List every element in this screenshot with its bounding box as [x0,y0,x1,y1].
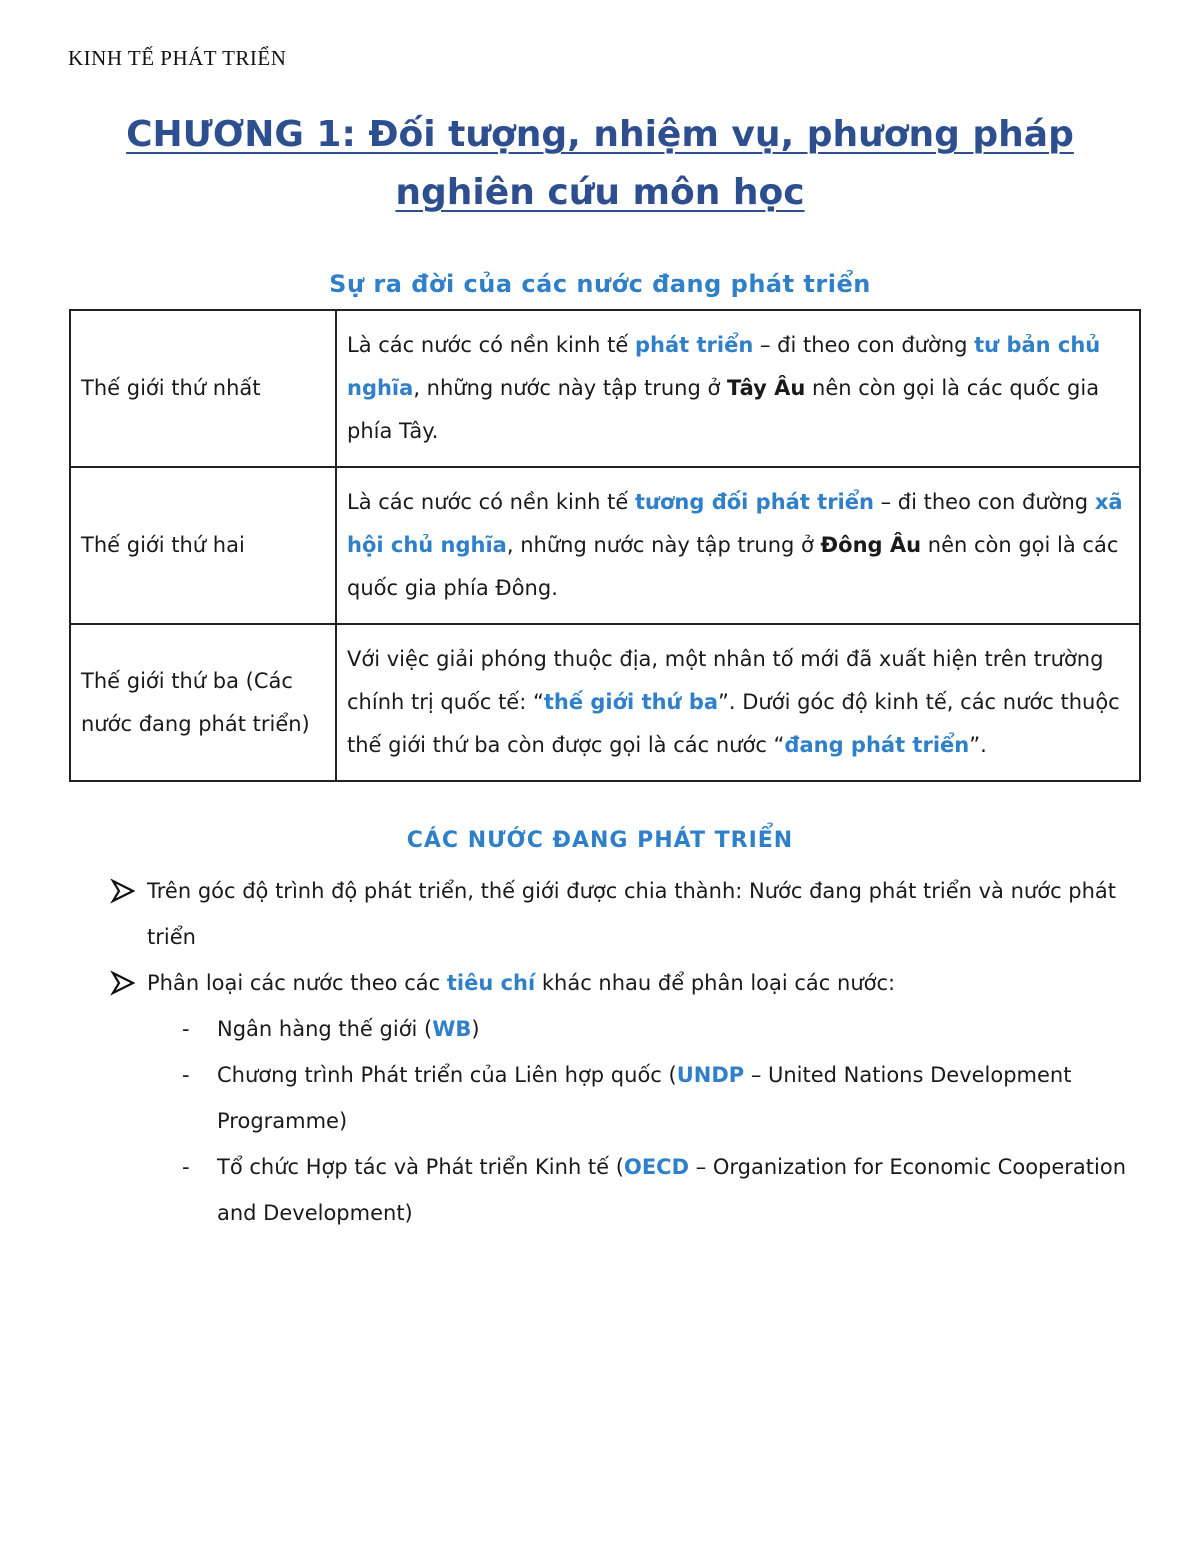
row-label: Thế giới thứ nhất [70,310,336,467]
chapter-title-line-2: nghiên cứu môn học [395,172,805,213]
list-item: Phân loại các nước theo các tiêu chí khác nhau để phân loại các nước: [110,960,1140,1006]
section-title-origin: Sự ra đời của các nước đang phát triển [329,270,871,298]
chapter-title-line-1: CHƯƠNG 1: Đối tượng, nhiệm vụ, phương pháp [126,114,1074,155]
worlds-table [69,309,1141,782]
highlight-term: thế giới thứ ba [543,690,719,714]
row-description: Là các nước có nền kinh tế tương đối phát triển – đi theo con đường xã hội chủ nghĩa, những nước này tập trung ở Đông Âu nên còn gọi là các quốc gia phía Đông. [336,467,1140,624]
arrow-bullet-icon [110,868,138,914]
chapter-title [60,106,1140,222]
highlight-term: đang phát triển [784,733,970,757]
row-label: Thế giới thứ hai [70,467,336,624]
table-row-third-world [70,624,1140,781]
bold-region: Tây Âu [727,376,806,400]
table-row-first-world [70,310,1140,467]
bullet-list [110,868,1140,1236]
highlight-term: UNDP [676,1063,745,1087]
sub-list-item: - Tổ chức Hợp tác và Phát triển Kinh tế (OECD – Organization for Economic Cooperation and Development) [110,1144,1140,1236]
highlight-term: tiêu chí [446,971,536,995]
highlight-term: tương đối phát triển [634,490,874,514]
list-item: Trên góc độ trình độ phát triển, thế giới được chia thành: Nước đang phát triển và nước phát triển [110,868,1140,960]
highlight-term: xã hội chủ nghĩa [347,490,1123,557]
row-description: Với việc giải phóng thuộc địa, một nhân tố mới đã xuất hiện trên trường chính trị quốc tế: “thế giới thứ ba”. Dưới góc độ kinh tế, các nước thuộc thế giới thứ ba còn được gọi là các nước “đang phát triển”. [336,624,1140,781]
document-header: KINH TẾ PHÁT TRIỂN [68,46,287,70]
arrow-bullet-icon [110,960,138,1006]
table-row-second-world [70,467,1140,624]
highlight-term: tư bản chủ nghĩa [347,333,1101,400]
dash-bullet: - [182,1155,190,1179]
sub-list-item: - Chương trình Phát triển của Liên hợp quốc (UNDP – United Nations Development Programme) [110,1052,1140,1144]
sub-list-item: - Ngân hàng thế giới (WB) [110,1006,1140,1052]
row-label: Thế giới thứ ba (Các nước đang phát triển) [70,624,336,781]
highlight-term: WB [432,1017,472,1041]
dash-bullet: - [182,1017,190,1041]
highlight-term: phát triển [634,333,754,357]
dash-bullet: - [182,1063,190,1087]
highlight-term: OECD [623,1155,690,1179]
bold-region: Đông Âu [820,533,922,557]
row-description: Là các nước có nền kinh tế phát triển – đi theo con đường tư bản chủ nghĩa, những nước này tập trung ở Tây Âu nên còn gọi là các quốc gia phía Tây. [336,310,1140,467]
section-title-developing-countries: CÁC NƯỚC ĐANG PHÁT TRIỂN [406,828,794,853]
